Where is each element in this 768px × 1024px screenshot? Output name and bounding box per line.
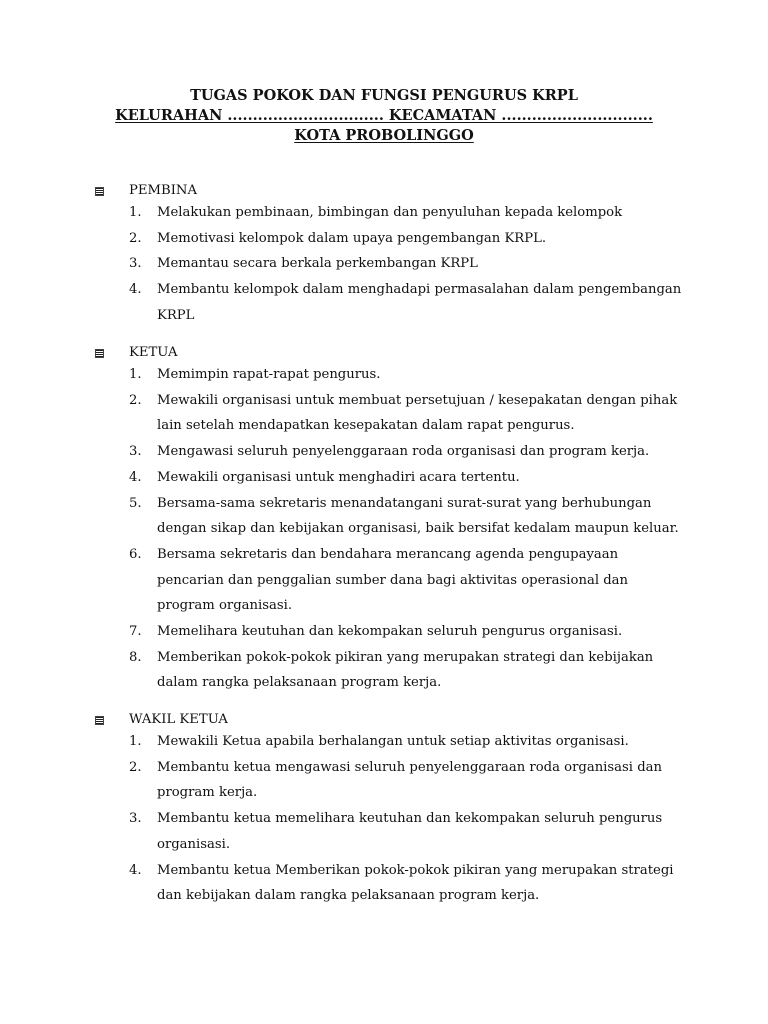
list-item-number: 8. (129, 649, 142, 665)
list-item (0, 858, 768, 909)
list-item-text (157, 251, 687, 277)
list-item (0, 439, 768, 465)
document-subtitle-kota: KOTA PROBOLINGGO (294, 127, 474, 144)
list-item-text (157, 858, 687, 909)
section-wakil-ketua (0, 711, 768, 909)
list-item-number: 5. (129, 495, 142, 511)
list-item-text-line: Memotivasi kelompok dalam upaya pengembangan KRPL. (157, 230, 547, 246)
list-item-number: 7. (129, 624, 142, 640)
list-item (0, 491, 768, 542)
square-bullet-icon (95, 716, 104, 725)
square-bullet-icon (95, 349, 104, 358)
list-item (0, 645, 768, 696)
list-item (0, 251, 768, 277)
list-item-text (157, 755, 687, 806)
list-item-text-line: Membantu ketua Memberikan pokok-pokok pikiran yang merupakan strategi (157, 862, 674, 878)
section-heading (0, 182, 768, 200)
list-item (0, 388, 768, 439)
list-item-text (157, 645, 687, 696)
list-item-text-line: KRPL (157, 307, 195, 323)
list-item-text-line: program organisasi. (157, 598, 293, 614)
section-title: WAKIL KETUA (129, 712, 228, 727)
section-title: PEMBINA (129, 183, 197, 198)
list-item (0, 362, 768, 388)
list-item-text-line: Mewakili organisasi untuk membuat persetujuan / kesepakatan dengan pihak (157, 392, 678, 408)
list-item-text-line: Bersama-sama sekretaris menandatangani surat-surat yang berhubungan (157, 495, 652, 511)
list-item-number: 3. (129, 444, 142, 460)
list-item-text-line: Memelihara keutuhan dan kekompakan seluruh pengurus organisasi. (157, 624, 623, 640)
section-title: KETUA (129, 345, 178, 360)
section-heading (0, 711, 768, 729)
document-title: TUGAS POKOK DAN FUNGSI PENGURUS KRPL (190, 87, 578, 104)
list-item-text (157, 439, 687, 465)
list-item-number: 4. (129, 282, 142, 298)
list-item-number: 4. (129, 862, 142, 878)
list-item (0, 729, 768, 755)
document-header (0, 86, 768, 146)
list-item-text-line: Memberikan pokok-pokok pikiran yang merupakan strategi dan kebijakan (157, 649, 654, 665)
list-item-text (157, 542, 687, 619)
list-item (0, 277, 768, 328)
list-item-text-line: Mewakili Ketua apabila berhalangan untuk setiap aktivitas organisasi. (157, 734, 629, 749)
list-item-text (157, 362, 687, 388)
list-item-number: 6. (129, 546, 142, 562)
square-bullet-icon (95, 187, 104, 196)
list-item-text (157, 491, 687, 542)
list-item-text-line: organisasi. (157, 836, 231, 852)
list-item-text (157, 226, 687, 252)
list-item-number: 1. (129, 734, 142, 749)
list-item (0, 542, 768, 619)
list-item-number: 2. (129, 230, 142, 246)
list-item-text (157, 277, 687, 328)
section-heading (0, 344, 768, 362)
list-item-text-line: program kerja. (157, 785, 258, 801)
list-item-number: 2. (129, 759, 142, 775)
list-item (0, 200, 768, 226)
list-item-text-line: Bersama sekretaris dan bendahara merancang agenda pengupayaan (157, 546, 619, 562)
list-item-text-line: Membantu kelompok dalam menghadapi permasalahan dalam pengembangan (157, 282, 682, 298)
list-item (0, 226, 768, 252)
list-item-text-line: Melakukan pembinaan, bimbingan dan penyuluhan kepada kelompok (157, 205, 623, 220)
list-item-text (157, 619, 687, 645)
section-ketua (0, 344, 768, 696)
numbered-list (0, 200, 768, 329)
list-item-text-line: lain setelah mendapatkan kesepakatan dalam rapat pengurus. (157, 418, 575, 434)
list-item-text-line: Memimpin rapat-rapat pengurus. (157, 367, 381, 382)
numbered-list (0, 362, 768, 696)
list-item-number: 1. (129, 205, 142, 220)
list-item-text (157, 806, 687, 857)
list-item-number: 4. (129, 469, 142, 485)
list-item-text (157, 465, 687, 491)
document-subtitle-kelurahan: KELURAHAN ............................... KECAMATAN .............................. (115, 107, 653, 124)
list-item-text-line: Mengawasi seluruh penyelenggaraan roda organisasi dan program kerja. (157, 444, 650, 460)
section-pembina (0, 182, 768, 329)
list-item-text-line: Membantu ketua memelihara keutuhan dan kekompakan seluruh pengurus (157, 811, 663, 827)
list-item-number: 3. (129, 811, 142, 827)
list-item-text-line: Memantau secara berkala perkembangan KRPL (157, 256, 478, 272)
list-item-text-line: dengan sikap dan kebijakan organisasi, baik bersifat kedalam maupun keluar. (157, 521, 679, 537)
list-item-number: 3. (129, 256, 142, 272)
list-item (0, 806, 768, 857)
list-item-number: 2. (129, 392, 142, 408)
numbered-list (0, 729, 768, 909)
list-item (0, 465, 768, 491)
list-item-text-line: dalam rangka pelaksanaan program kerja. (157, 675, 442, 691)
list-item-text (157, 200, 687, 226)
list-item (0, 619, 768, 645)
list-item-text (157, 729, 687, 755)
list-item-text-line: dan kebijakan dalam rangka pelaksanaan program kerja. (157, 888, 540, 904)
list-item-text (157, 388, 687, 439)
list-item (0, 755, 768, 806)
list-item-text-line: Mewakili organisasi untuk menghadiri acara tertentu. (157, 469, 520, 485)
list-item-text-line: Membantu ketua mengawasi seluruh penyelenggaraan roda organisasi dan (157, 759, 663, 775)
list-item-number: 1. (129, 367, 142, 382)
list-item-text-line: pencarian dan penggalian sumber dana bagi aktivitas operasional dan (157, 572, 629, 588)
